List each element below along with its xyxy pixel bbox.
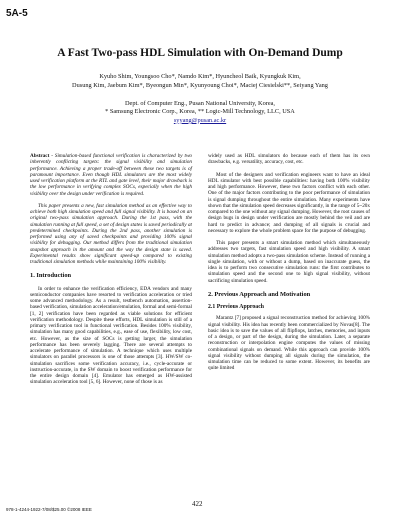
right-column <box>208 153 370 378</box>
affiliation-block <box>20 100 380 125</box>
abstract-label: Abstract <box>30 153 50 159</box>
paper-title: A Fast Two-pass HDL Simulation with On-Demand Dump <box>57 47 343 59</box>
section-heading-introduction: 1. Introduction <box>30 272 72 280</box>
intro-continued-paragraph: widely used as HDL simulators do because each of them has its own drawbacks, e.g. versatility, accuracy, cost, etc. <box>208 153 370 166</box>
page-number: 422 <box>192 500 203 508</box>
copyright-footer: 978-1-4244-1922-7/08/$25.00 ©2008 IEEE <box>6 507 92 512</box>
session-tag: 5A-5 <box>6 8 28 19</box>
intro-paragraph-2: Most of the designers and verification engineers want to have an ideal HDL simulator with best possible capabilities: having both 100% visibility and high performance. However, these two factors conflict with each other. One of the major factors contributing to the poor performance of simulation is signal dumping throughout the entire simulation. Many experiments have shown that the simulation speed decreases significantly, in the range of 5~20x compared to the one without any signal dumping. However, the root causes of design bugs in design under verification are mostly behind the veil and are hard to predict in advance; and dumping of all signals is crucial and necessary to explore the whole problem space for the purpose of debugging. <box>208 171 371 234</box>
intro-paragraph: In order to enhance the verification efficiency, EDA vendors and many semiconductor companies have resorted to verification acceleration or tried some advanced methodology. As a result, testbench automation, assertion-based verification, simulation acceleration/emulation, formal and semi-formal [1, 2] verification have been regarded as viable solutions for efficient verification methodology. Despite these efforts, HDL simulation is still of a primary verification tool in functional verification. Besides 100% visibility, simulation has many good capabilities, e.g., ease of use, flexibility, low cost, etc. However, as the size of SOCs is getting larger, the simulation performance has been severely lagging. There are several attempts to accelerate performance of simulation. A technique which uses multiple simulators on parallel processors is one of those attempts [3]. HW/SW co-simulation sacrifices some verification accuracy, i.e., cycle-accurate or instruction-accurate, in the SW domain to boost verification performance for the entire design domain [4]. Emulator has emerged as HW-assisted simulation acceleration tool [5, 6]. However, none of those is as <box>30 285 192 386</box>
section-heading-previous-approach: 2. Previous Approach and Motivation <box>208 290 311 298</box>
affiliation-line-2: * Samsung Electronic Corp., Korea, ** Logic-Mill Technology, LLC, USA <box>105 108 295 116</box>
previous-approach-paragraph: Marantz [7] proposed a signal reconstruction method for achieving 100% signal visibility. His idea has recently been commercialized by Novas[8]. The basic idea is to save the values of all flipflops, latches, memories, and inputs of a design, or part of the design, during the simulation. Later, a separate reconstruction or interpolation engine computes the values of missing combinational signals on demand. While this approach can provide 100% signal visibility without dumping all signals during the simulation, the simulation time can be reduced to some extent. However, its benefits are quite limited <box>208 315 370 372</box>
left-column <box>30 153 192 392</box>
subsection-heading-previous-approach: 2.1 Previous Approach <box>208 304 264 310</box>
author-line-2: Dusung Kim, Jaebum Kim*, Byeongun Min*, Kyunyoung Choi*, Maciej Ciesielski**, Seiyang Yang <box>72 81 328 89</box>
author-line-1: Kyuho Shim, Youngsoo Cho*, Namdo Kim*, Hyuncheol Baik, Kyungkuk Kim, <box>99 73 301 80</box>
affiliation-line-1: Dept. of Computer Eng., Pusan National University, Korea, <box>125 100 275 107</box>
abstract-paragraph-1: - Simulation-based functional verification is characterized by two inherently conflicting targets: the signal visibility and simulation performance. Achieving a proper trade-off between these two targets is of paramount importance. Even though HDL simulators are the most widely used verification platform at the RTL and gate level, their major drawback is the low performance in verifying complex SOCs, especially when the high visibility over the design under verification is required. <box>30 153 192 197</box>
abstract <box>30 153 192 265</box>
contact-email-link[interactable]: syyang@pusan.ac.kr <box>173 116 227 124</box>
abstract-paragraph-2: This paper presents a new, fast simulation method as an effective way to achieve both high simulation speed and full signal visibility. It is based on an original two-pass simulation approach. During the 1st pass, with the simulation running at full speed, a set of design states is saved periodically at predetermined checkpoints. During the 2nd pass, another simulation is performed using any of saved checkpoints and providing 100% signal visibility for debugging. Our method differs from the traditional simulation snapshot approach in the amount and the way the design state is saved. Experimental results show significant speed-up compared to existing traditional simulation methods while maintaining 100% visibility. <box>30 202 192 265</box>
intro-paragraph-3: This paper presents a smart simulation method which simultaneously addresses two targets, fast simulation speed and high visibility. A smart simulation method adopts a two-pass simulation scheme. Instead of running a single simulation, with or without a dump, based on inaccurate guess, the idea is to perform two consecutive simulation runs: the first contributes to simulation speed and the second one to high signal visibility, without sacrificing simulation speed. <box>208 240 370 284</box>
author-list <box>20 73 380 90</box>
